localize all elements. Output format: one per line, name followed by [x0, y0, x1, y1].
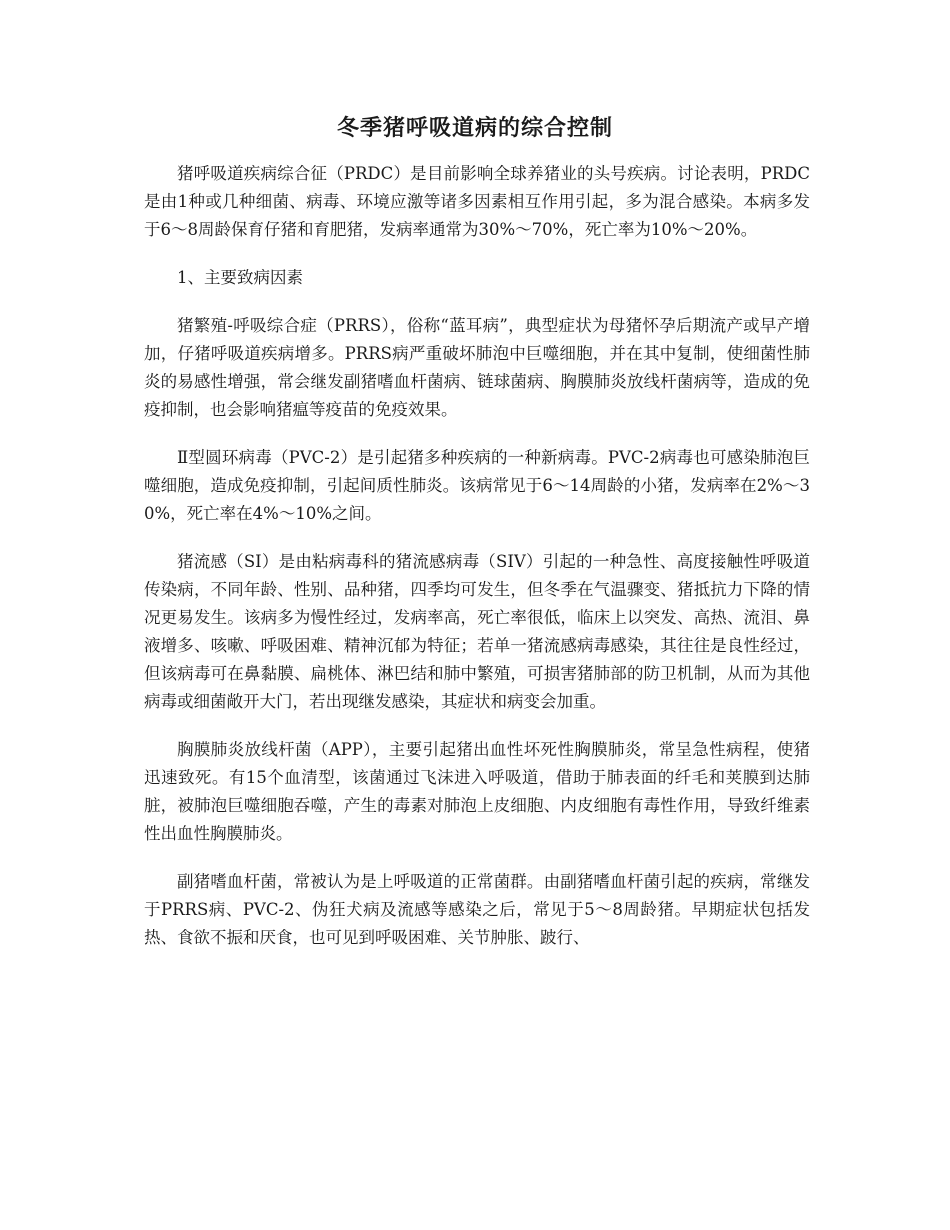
paragraph-pvc2: Ⅱ型圆环病毒（PVC-2）是引起猪多种疾病的一种新病毒。PVC-2病毒也可感染肺泡巨噬细胞，造成免疫抑制，引起间质性肺炎。该病常见于6～14周龄的小猪，发病率在2%～30%，死亡率在4%～10%之间。	[144, 448, 810, 523]
paragraph-app: 胸膜肺炎放线杆菌（APP），主要引起猪出血性坏死性胸膜肺炎，常呈急性病程，使猪迅速致死。有15个血清型，该菌通过飞沫进入呼吸道，借助于肺表面的纤毛和荚膜到达肺脏，被肺泡巨噬细胞吞噬，产生的毒素对肺泡上皮细胞、内皮细胞有毒性作用，导致纤维素性出血性胸膜肺炎。	[144, 740, 810, 843]
paragraph-prrs: 猪繁殖-呼吸综合症（PRRS），俗称“蓝耳病”，典型症状为母猪怀孕后期流产或早产增加，仔猪呼吸道疾病增多。PRRS病严重破坏肺泡中巨噬细胞，并在其中复制，使细菌性肺炎的易感性增强，常会继发副猪嗜血杆菌病、链球菌病、胸膜肺炎放线杆菌病等，造成的免疫抑制，也会影响猪瘟等疫苗的免疫效果。	[144, 316, 810, 419]
paragraph-swine-flu: 猪流感（SI）是由粘病毒科的猪流感病毒（SIV）引起的一种急性、高度接触性呼吸道传染病，不同年龄、性别、品种猪，四季均可发生，但冬季在气温骤变、猪抵抗力下降的情况更易发生。该病多为慢性经过，发病率高，死亡率很低，临床上以突发、高热、流泪、鼻液增多、咳嗽、呼吸困难、精神沉郁为特征；若单一猪流感病毒感染，其往往是良性经过，但该病毒可在鼻黏膜、扁桃体、淋巴结和肺中繁殖，可损害猪肺部的防卫机制，从而为其他病毒或细菌敞开大门，若出现继发感染，其症状和病变会加重。	[144, 552, 810, 711]
section-heading-causes: 1、主要致病因素	[177, 268, 303, 287]
document-title: 冬季猪呼吸道病的综合控制	[336, 115, 613, 141]
document-body	[144, 160, 810, 972]
paragraph-haemophilus: 副猪嗜血杆菌，常被认为是上呼吸道的正常菌群。由副猪嗜血杆菌引起的疾病，常继发于PRRS病、PVC-2、伪狂犬病及流感等感染之后，常见于5～8周龄猪。早期症状包括发热、食欲不振和厌食，也可见到呼吸困难、关节肿胀、跛行、	[144, 872, 810, 947]
paragraph-intro: 猪呼吸道疾病综合征（PRDC）是目前影响全球养猪业的头号疾病。讨论表明，PRDC是由1种或几种细菌、病毒、环境应激等诸多因素相互作用引起，多为混合感染。本病多发于6～8周龄保育仔猪和育肥猪，发病率通常为30%～70%，死亡率为10%～20%。	[144, 164, 810, 239]
